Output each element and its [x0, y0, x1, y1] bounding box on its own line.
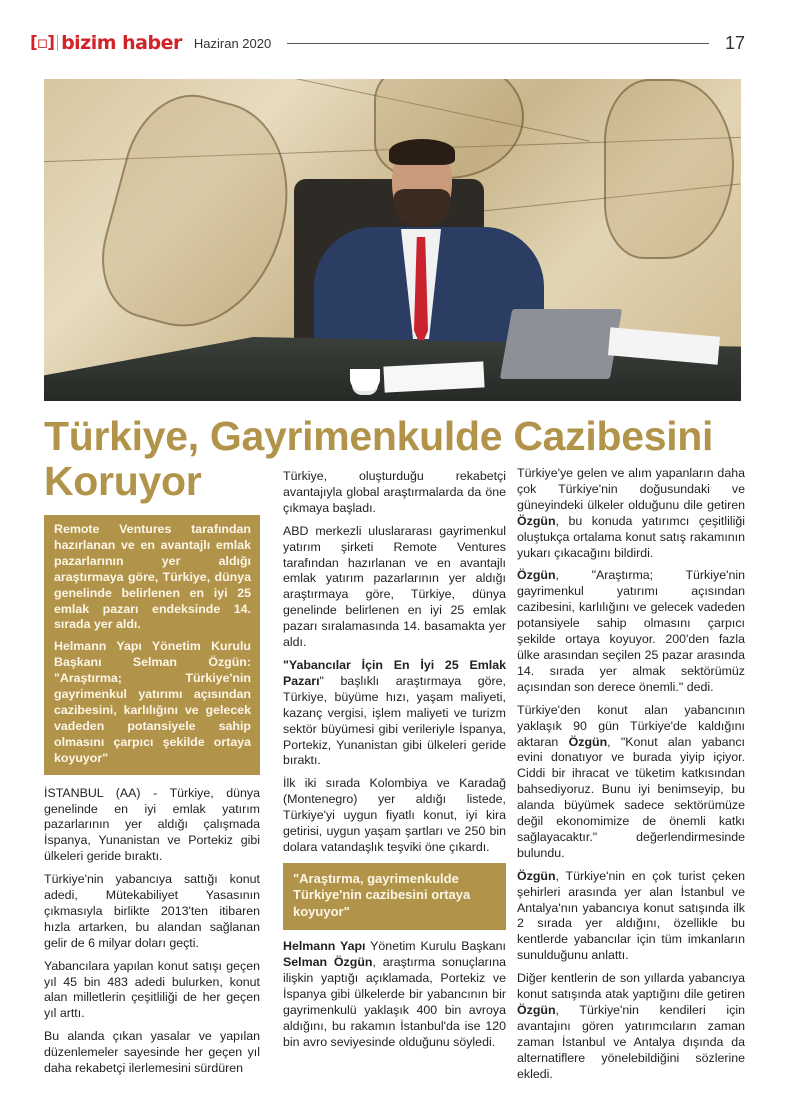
- page-header: [30, 30, 745, 56]
- body-paragraph: Helmann Yapı Yönetim Kurulu Başkanı Selman Özgün, araştırma sonuçlarına ilişkin yaptığı açıklamada, Portekiz ve İspanya gibi ülkelerde bir yabancının bir gayrimenkulü yaklaşık 400 bin avroya aldığını, bu rakamın İstanbul'da ise 120 bin avro seviyesinde olduğunu söyledi.: [283, 939, 506, 1049]
- body-paragraph: Türkiye'ye gelen ve alım yapanların daha çok Türkiye'nin doğusundaki ve güneyindeki ülkeler olduğunu dile getiren Özgün, bu konuda yatırımcı çeşitliliği oluştukça ortalama konut satış rakamının yukarı çıkacağını bildirdi.: [517, 466, 745, 560]
- body-paragraph: Diğer kentlerin de son yıllarda yabancıya konut satışında atak yaptığını dile getiren Özgün, Türkiye'nin kendileri için avantajını gören yatırımcıların zaman zaman İstanbul ve Antalya dışında da alternatiflere yönelebildiğini sözlerine ekledi.: [517, 971, 745, 1081]
- lead-paragraph-2: Helmann Yapı Yönetim Kurulu Başkanı Selman Özgün: "Araştırma; Türkiye'nin gayrimenkul yatırımı açısından cazibesini, karlılığını ve gelecek vadeden potansiyele sahip olmasını çarpıcı şekilde ortaya koyuyor": [54, 639, 251, 765]
- body-paragraph: Türkiye'den konut alan yabancının yaklaşık 90 gün Türkiye'de kaldığını aktaran Özgün, "Konut alan yabancı evini donatıyor ve burada yiyip içiyor. Ciddi bir ihracat ve tüketim katkısından bahsediyoruz. Bunu iyi benimseyip, bu alanda büyümek sadece sektörümüze değil ekonomimize de önemli katkı sağlayacaktır." değerlendirmesinde bulundu.: [517, 702, 746, 860]
- company-name: Helmann Yapı: [283, 939, 366, 954]
- page-number: 17: [724, 32, 745, 53]
- article-column-1: [44, 515, 260, 1084]
- map-asia: [604, 79, 734, 259]
- article-column-3: [517, 466, 745, 1090]
- person-name: Selman Özgün: [283, 955, 373, 970]
- headline-line-2: Koruyor: [44, 458, 202, 504]
- body-paragraph: Yabancılara yapılan konut satışı geçen yıl 45 bin 483 adedi bulurken, konut alan milletlerin çeşitliliği de her geçen yıl arttı.: [44, 958, 260, 1021]
- coffee-cup: [350, 369, 380, 391]
- person-hair: [389, 139, 455, 165]
- person-beard: [394, 189, 450, 227]
- header-rule: [287, 43, 709, 44]
- body-paragraph: Özgün, "Araştırma; Türkiye'nin gayrimenkul yatırımı açısından cazibesini, karlılığını ve gelecek vadeden potansiyele sahip olmasını çarpıcı şekilde ortaya koyuyor. 200'den fazla ülke arasından seçilen 25 pazar arasında 14. sırada yer almak sektörümüz açısından son derece önemli." dedi.: [517, 568, 745, 694]
- lead-paragraph-1: Remote Ventures tarafından hazırlanan ve en avantajlı emlak pazarlarının yer aldığı araştırmaya göre, Türkiye, dünya genelinde belirlenen en iyi 25 emlak pazarı endeksinde 14. sırada yer aldı.: [54, 522, 251, 632]
- body-paragraph: Bu alanda çıkan yasalar ve yapılan düzenlemeler sayesinde her geçen yıl daha rekabetçi ilerlemesini sürdüren: [44, 1029, 260, 1076]
- laptop: [500, 309, 622, 379]
- pull-quote: "Araştırma, gayrimenkulde Türkiye'nin cazibesini ortaya koyuyor": [283, 863, 506, 931]
- notepad: [383, 361, 484, 392]
- body-paragraph: İlk iki sırada Kolombiya ve Karadağ (Montenegro) yer aldığı listede, Türkiye'yi uygun fiyatlı konut, iyi kira getirisi, uygun yaşam şartları ve 250 bin dolara vatandaşlık teşviki öne çıkardı.: [283, 776, 506, 854]
- logo-text: bizim haber: [61, 32, 182, 54]
- logo-bracket-icon: [▫]: [30, 33, 55, 53]
- article-column-2: [283, 469, 506, 1058]
- issue-date: Haziran 2020: [193, 35, 272, 51]
- lead-summary-box: [44, 515, 260, 775]
- publication-logo: [30, 32, 182, 54]
- body-paragraph: Türkiye, oluşturduğu rekabetçi avantajıyla global araştırmalarda da öne çıkmaya başladı.: [283, 469, 506, 515]
- body-paragraph: Özgün, Türkiye'nin en çok turist çeken şehirleri arasında yer alan İstanbul ve Antalya'nın yabancıya konut satışında ilk 2 sırada yer aldığını, özellikle bu kentlerde yabancılar için tüm imkanların sunulduğunu anlattı.: [517, 868, 745, 963]
- body-paragraph: Türkiye'nin yabancıya sattığı konut adedi, Mütekabiliyet Yasasının çıkmasıyla birlikte 2013'ten itibaren hızla artarken, bu alandan sağlanan gelir de 6 milyar doları geçti.: [44, 872, 260, 950]
- body-paragraph: "Yabancılar İçin En İyi 25 Emlak Pazarı" başlıklı araştırmaya göre, Türkiye, büyüme hızı, yaşam maliyeti, kazanç vergisi, işlem maliyeti ve turizm sektör büyümesi gibi verileriyle İspanya, Portekiz, Yunanistan gibi ülkeleri geride bıraktı.: [283, 657, 506, 768]
- report-title: "Yabancılar İçin En İyi 25 Emlak Pazarı: [283, 657, 506, 688]
- map-south-america: [87, 81, 311, 347]
- headline-line-1: Türkiye, Gayrimenkulde Cazibesini: [44, 413, 714, 459]
- logo-divider: [57, 35, 58, 51]
- body-paragraph: İSTANBUL (AA) - Türkiye, dünya genelinde en iyi emlak yatırım pazarlarının yer aldığı çalışmada İspanya, Yunanistan ve Portekiz gibi ülkeleri geride bıraktı.: [44, 785, 260, 864]
- article-photo: [44, 79, 741, 401]
- body-paragraph: ABD merkezli uluslararası gayrimenkul yatırım şirketi Remote Ventures tarafından hazırlanan ve en avantajlı emlak yatırım pazarlarının yer aldığı araştırmaya göre, Türkiye, dünya genelinde belirlenen en iyi 25 emlak pazarı sıralamasında 14. basamakta yer aldı.: [283, 523, 506, 650]
